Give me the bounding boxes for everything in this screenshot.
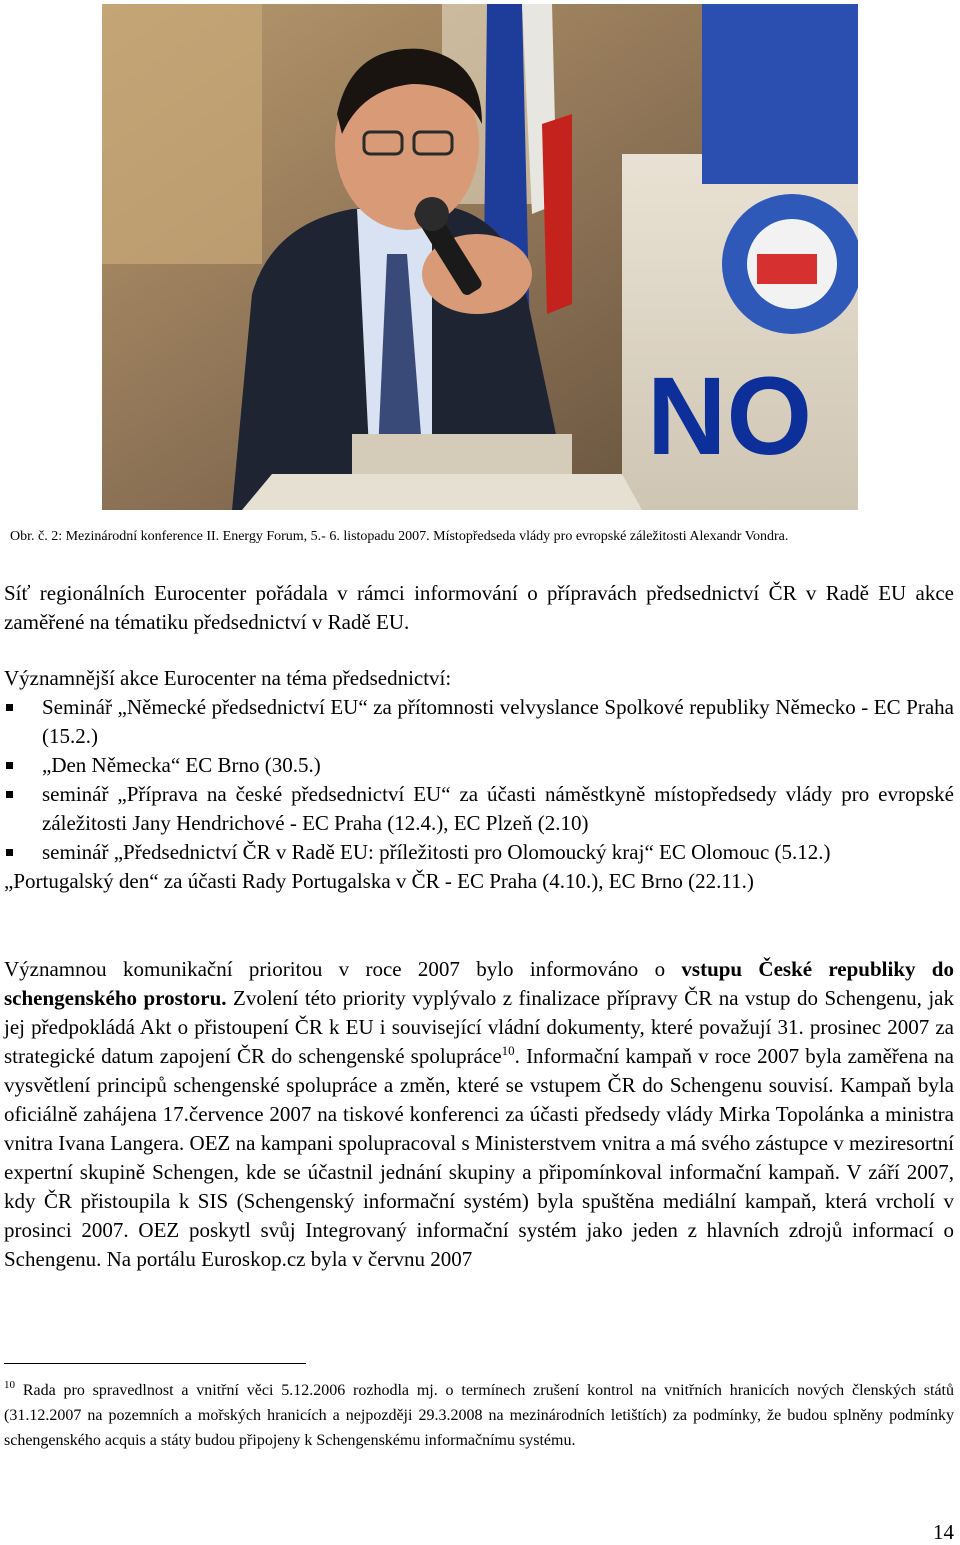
bullet-icon xyxy=(6,762,13,769)
photo-illustration xyxy=(102,4,858,510)
bullet-icon xyxy=(6,791,13,798)
footnote-ref[interactable]: 10 xyxy=(501,1043,515,1058)
footnote-divider xyxy=(4,1363,306,1364)
schengen-text-cont: . Informační kampaň v roce 2007 byla zaměřena na vysvětlení principů schengenské spolupráce a změn, které se vstupem ČR do Schengenu souvisí. Kampaň byla oficiálně zahájena 17.července 2007 na tiskové konferenci za účasti předsedy vlády Mirka Topolánka a ministra vnitra Ivana Langera. OEZ na kampani spolupracoval s Ministerstvem vnitra a má svého zástupce v meziresortní expertní skupině Schengen, kde se účastnil jednání skupiny a připomínkoval informační kampaň. V září 2007, kdy ČR přistoupila k SIS (Schengenský informační systém) byla spuštěna mediální kampaň, která vrcholí v prosinci 2007. OEZ poskytl svůj Integrovaný informační systém jako jeden z hlavních zdrojů informací o Schengenu. Na portálu Euroskop.cz byla v červnu 2007 xyxy=(4,1044,955,1271)
page-number: 14 xyxy=(933,1520,954,1544)
footnote-number: 10 xyxy=(4,1379,15,1391)
list-item-text: seminář „Příprava na české předsednictví EU“ za účasti náměstkyně místopředsedy vlády pro evropské záležitosti Jany Hendrichové - EC Praha (12.4.), EC Plzeň (2.10) xyxy=(42,782,954,835)
schengen-intro: Významnou komunikační prioritou v roce 2007 bylo informováno o xyxy=(4,957,682,981)
paragraph-schengen xyxy=(4,955,954,1274)
footnote-text: Rada pro spravedlnost a vnitřní věci 5.12.2006 rozhodla mj. o termínech zrušení kontrol na vnitřních hranicích nových členských států (31.12.2007 na pozemních a mořských hranicích a nejpozději 29.3.2008 na mezinárodních letištích) za podmínky, že budou splněny podmínky schengenského acquis a státy budou připojeny k Schengenskému informačnímu systému. xyxy=(4,1382,954,1449)
list-item-text: „Den Německa“ EC Brno (30.5.) xyxy=(42,753,321,777)
list-item xyxy=(4,693,954,751)
list-item xyxy=(4,751,954,780)
schengen-bold: vstupu České republiky do schengenského prostoru. xyxy=(4,957,954,1010)
list-item-text: seminář „Předsednictví ČR v Radě EU: příležitosti pro Olomoucký kraj“ EC Olomouc (5.12.) xyxy=(42,840,831,864)
list-tail xyxy=(4,867,954,896)
bullet-icon xyxy=(6,849,13,856)
events-list xyxy=(4,693,954,896)
footnote xyxy=(4,1378,954,1453)
list-tail-text: „Portugalský den“ za účasti Rady Portugalska v ČR - EC Praha (4.10.), EC Brno (22.11.) xyxy=(4,869,754,893)
list-item-text: Seminář „Německé předsednictví EU“ za přítomnosti velvyslance Spolkové republiky Německo - EC Praha (15.2.) xyxy=(42,695,954,748)
speaker-photo xyxy=(102,4,858,510)
list-item xyxy=(4,838,954,867)
bullet-icon xyxy=(6,704,13,711)
photo-caption: Obr. č. 2: Mezinárodní konference II. Energy Forum, 5.- 6. listopadu 2007. Místopředseda vlády pro evropské záležitosti Alexandr Vondra. xyxy=(10,529,789,544)
list-heading: Významnější akce Eurocenter na téma předsednictví: xyxy=(4,666,452,690)
paragraph-eurocenter: Síť regionálních Eurocenter pořádala v rámci informování o přípravách předsednictví ČR v Radě EU akce zaměřené na tématiku předsednictví v Radě EU. xyxy=(4,581,954,634)
banner-text: NO xyxy=(647,355,812,478)
list-item xyxy=(4,780,954,838)
schengen-text: Zvolení této priority vyplývalo z finalizace přípravy ČR na vstup do Schengenu, jak jej předpokládá Akt o přistoupení ČR k EU i související vládní dokumenty, které považují 31. prosinec 2007 za strategické datum zapojení ČR do schengenské spolupráce xyxy=(4,986,954,1068)
